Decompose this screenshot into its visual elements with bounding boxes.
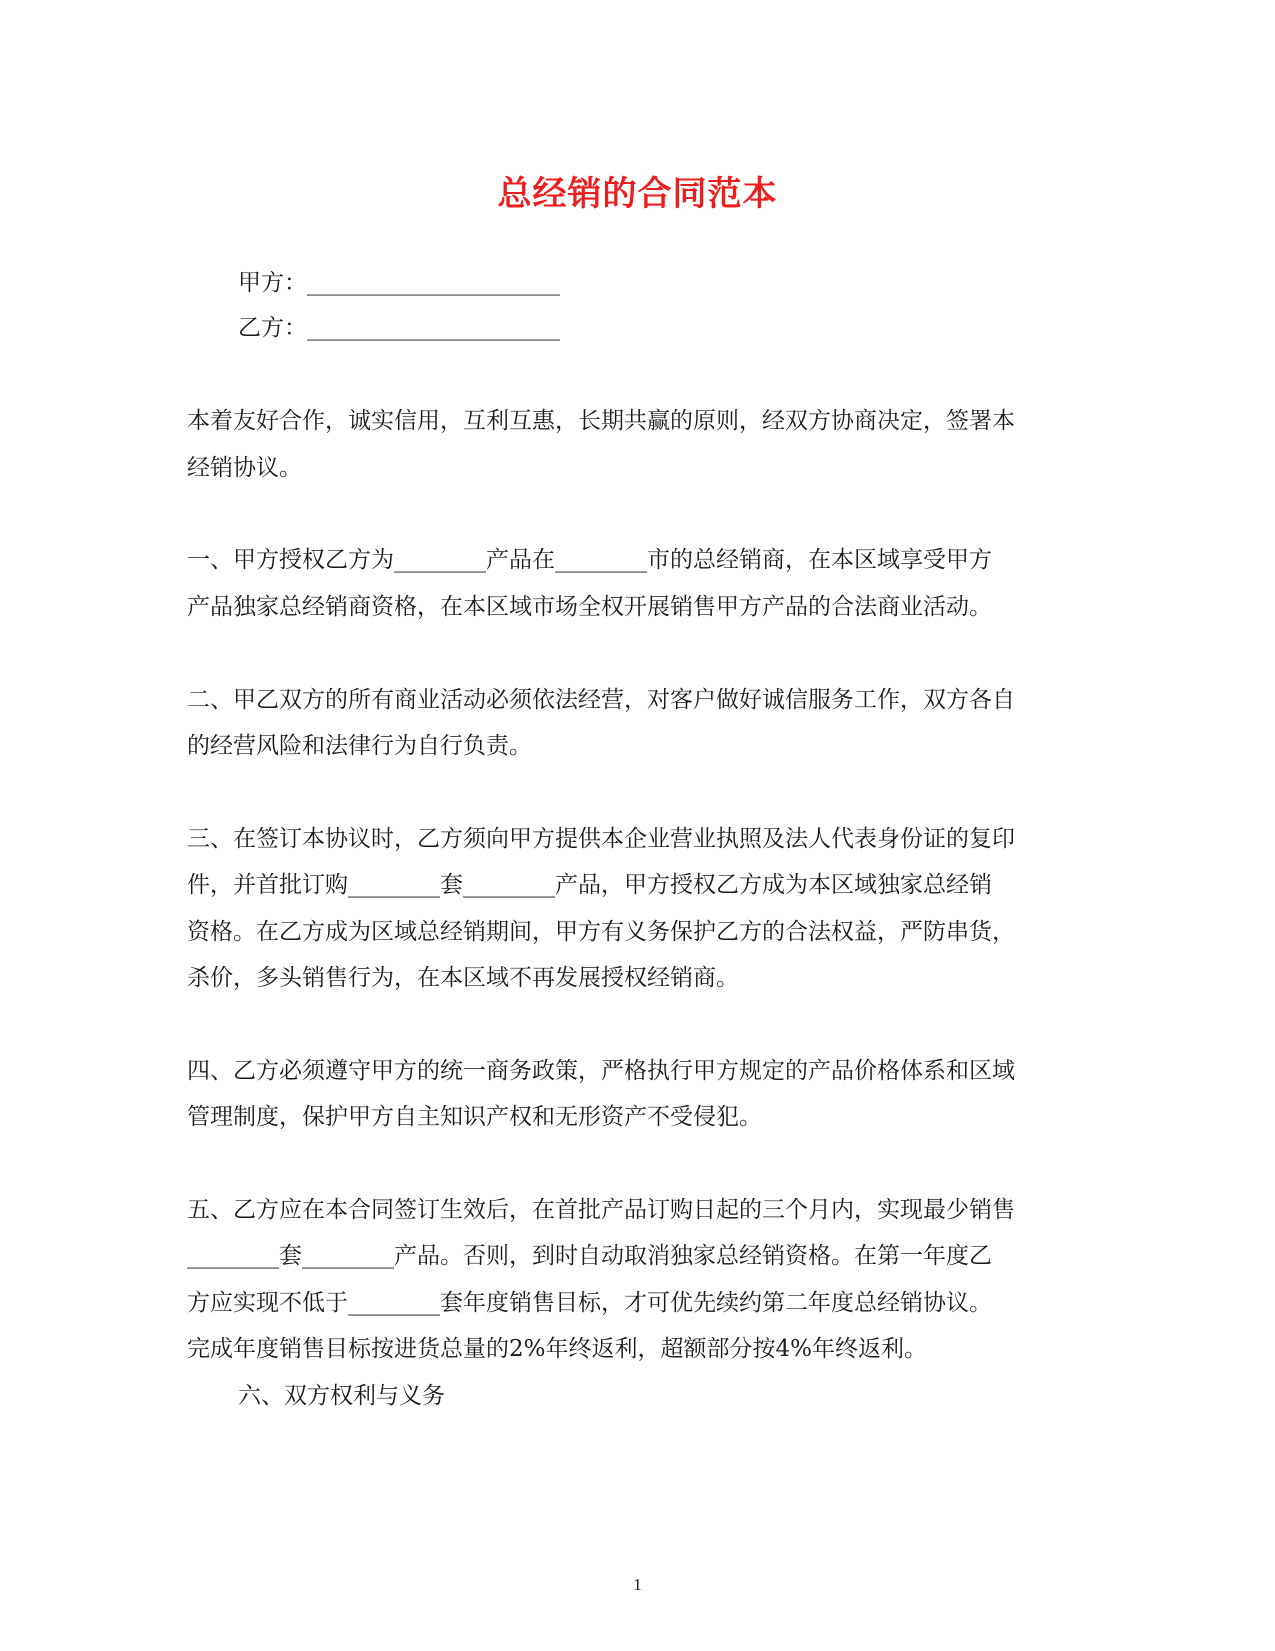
paragraph-line: 完成年度销售目标按进货总量的2%年终返利，超额部分按4%年终返利。 [187,1336,927,1362]
paragraph-line: 杀价，多头销售行为，在本区域不再发展授权经销商。 [187,965,739,991]
paragraph-line: 经销协议。 [187,455,302,481]
paragraph-line: 三、在签订本协议时，乙方须向甲方提供本企业营业执照及法人代表身份证的复印 [187,826,1015,852]
page-number: 1 [633,1575,642,1594]
paragraph-line: 四、乙方必须遵守甲方的统一商务政策，严格执行甲方规定的产品价格体系和区域 [187,1058,1015,1084]
paragraph-line: 的经营风险和法律行为自行负责。 [187,733,532,759]
paragraph-line: 一、甲方授权乙方为________产品在________市的总经销商，在本区域享受甲方 [187,547,992,573]
party-a-line: 甲方：______________________ [238,270,560,296]
paragraph-line: 五、乙方应在本合同签订生效后，在首批产品订购日起的三个月内，实现最少销售 [187,1197,1015,1223]
clause-6-heading: 六、双方权利与义务 [238,1383,445,1409]
paragraph-line: 方应实现不低于________套年度销售目标，才可优先续约第二年度总经销协议。 [187,1290,992,1316]
paragraph-line: 二、甲乙双方的所有商业活动必须依法经营，对客户做好诚信服务工作，双方各自 [187,687,1015,713]
paragraph-line: 管理制度，保护甲方自主知识产权和无形资产不受侵犯。 [187,1104,762,1130]
paragraph-line: 件，并首批订购________套________产品，甲方授权乙方成为本区域独家总经销 [187,872,992,898]
document-title: 总经销的合同范本 [497,174,778,214]
paragraph-line: ________套________产品。否则，到时自动取消独家总经销资格。在第一年度乙 [187,1243,992,1269]
paragraph-line: 产品独家总经销商资格，在本区域市场全权开展销售甲方产品的合法商业活动。 [187,594,992,620]
party-b-line: 乙方：______________________ [238,315,560,341]
paragraph-line: 资格。在乙方成为区域总经销期间，甲方有义务保护乙方的合法权益，严防串货， [187,919,1015,945]
paragraph-line: 本着友好合作，诚实信用，互利互惠，长期共赢的原则，经双方协商决定，签署本 [187,408,1015,434]
